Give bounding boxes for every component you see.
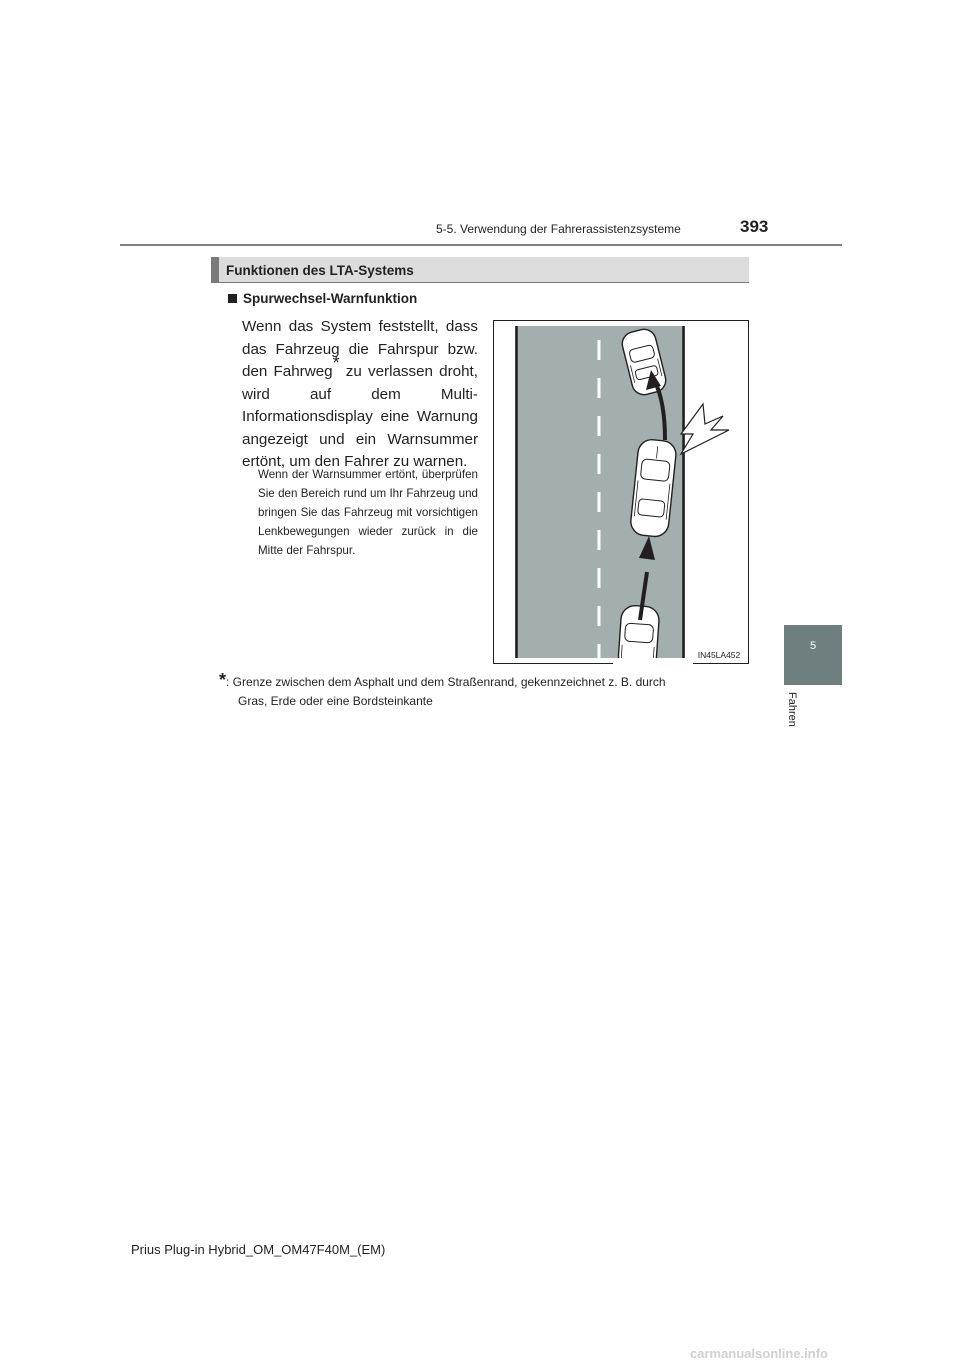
note-paragraph: Wenn der Warnsummer ertönt, überprüfen Sie den Bereich rund um Ihr Fahrzeug und bringen Sie das Fahrzeug mit vorsichtigen Lenkbewegungen wieder zurück in die Mitte der Fahrspur. [258,468,478,557]
footnote-text-1: : Grenze zwischen dem Asphalt und dem Straßenrand, gekennzeichnet z. B. durch [226,675,666,689]
car-bottom [618,605,660,664]
running-header: 5-5. Verwendung der Fahrerassistenzsysteme [436,222,681,236]
header-divider [120,244,842,246]
subsection-title: Spurwechsel-Warnfunktion [243,291,418,306]
subsection-heading [228,291,417,306]
body-text-part1: Wenn das System feststellt, dass das Fahrzeug die Fahrspur bzw. den Fahrweg [242,318,478,380]
chapter-tab-number: 5 [809,640,817,652]
body-paragraph [242,316,478,474]
section-title: Funktionen des LTA-Systems [226,263,414,278]
car-bottom-clip [613,658,693,664]
document-id: Prius Plug-in Hybrid_OM_OM47F40M_(EM) [131,1242,386,1257]
page-number: 393 [740,217,769,236]
chapter-tab [784,625,842,685]
footnote-line-1 [219,670,745,691]
section-heading-underline [211,282,749,283]
footnote-star-marker: * [219,670,227,690]
footnote-star: * [332,352,340,373]
watermark: carmanualsonline.info [690,1346,828,1361]
chapter-tab-label: Fahren [786,692,798,727]
footnote-line-2: Gras, Erde oder eine Bordsteinkante [238,694,433,708]
section-heading-accent [211,257,219,283]
figure-code: IN45LA452 [697,650,741,660]
square-bullet-icon [228,294,237,303]
body-text-part2: zu verlassen droht, wird auf dem Multi-Informationsdisplay eine Warnung angezeigt und ein Warnsummer ertönt, um den Fahrer zu warnen. [242,363,478,470]
lane-departure-illustration [493,320,749,664]
